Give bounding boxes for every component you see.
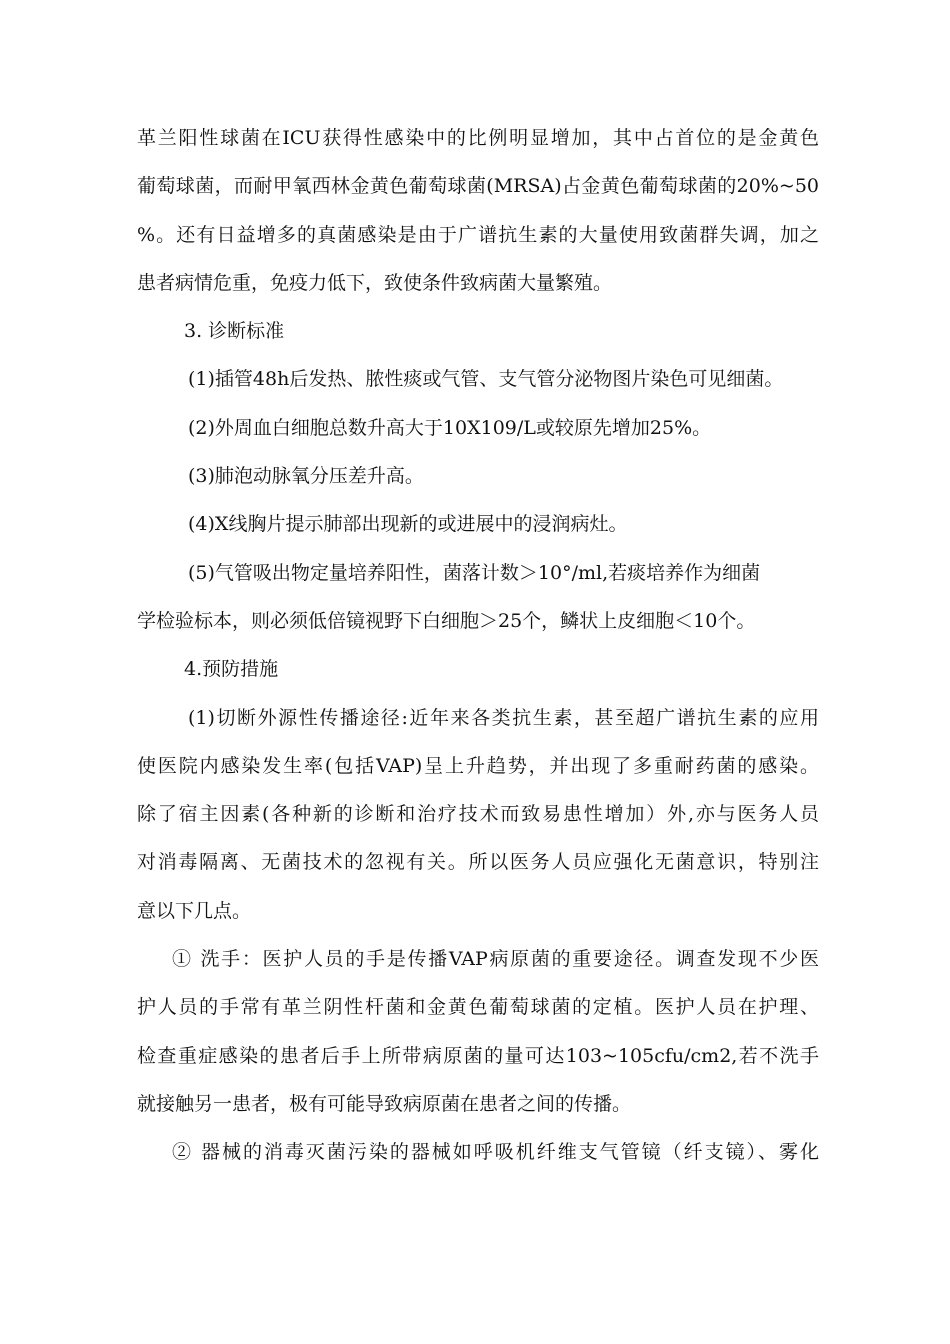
paragraph-handwashing bbox=[137, 943, 819, 1136]
paragraph-line: (5)气管吸出物定量培养阳性，菌落计数＞10°/ml,若痰培养作为细菌 bbox=[188, 561, 761, 584]
criterion-item: (2)外周血白细胞总数升高大于10X109/L或较原先增加25%。 bbox=[188, 416, 712, 439]
section-heading-prevention: 4.预防措施 bbox=[184, 658, 279, 681]
paragraph-line: (1)切断外源性传播途径:近年来各类抗生素，甚至超广谱抗生素的应用 bbox=[188, 706, 819, 729]
paragraph-line: 患者病情危重，免疫力低下，致使条件致病菌大量繁殖。 bbox=[137, 271, 613, 294]
criterion-item: (3)肺泡动脉氧分压差升高。 bbox=[188, 465, 424, 488]
paragraph-line: ② 器械的消毒灭菌污染的器械如呼吸机纤维支气管镜（纤支镜）、雾化 bbox=[172, 1141, 819, 1164]
criteria-list bbox=[137, 363, 819, 556]
criterion-item: (4)X线胸片提示肺部出现新的或进展中的浸润病灶。 bbox=[188, 513, 628, 536]
section-heading-diagnosis: 3. 诊断标准 bbox=[184, 320, 285, 343]
paragraph-line: %。还有日益增多的真菌感染是由于广谱抗生素的大量使用致菌群失调，加之 bbox=[137, 223, 819, 246]
criterion-item: (1)插管48h后发热、脓性痰或气管、支气管分泌物图片染色可见细菌。 bbox=[188, 368, 784, 391]
paragraph-line: 葡萄球菌，而耐甲氧西林金黄色葡萄球菌(MRSA)占金黄色葡萄球菌的20%~50 bbox=[137, 175, 819, 198]
paragraph-prevention-1 bbox=[137, 702, 819, 943]
paragraph-line: 就接触另一患者，极有可能导致病原菌在患者之间的传播。 bbox=[137, 1092, 632, 1115]
criterion-item-5 bbox=[137, 557, 819, 654]
paragraph-line: 革兰阳性球菌在ICU获得性感染中的比例明显增加，其中占首位的是金黄色 bbox=[137, 127, 819, 149]
paragraph-equipment bbox=[137, 1136, 819, 1184]
paragraph-line: 护人员的手常有革兰阴性杆菌和金黄色葡萄球菌的定植。医护人员在护理、 bbox=[137, 996, 819, 1019]
document-body bbox=[137, 122, 819, 1185]
paragraph-line: 意以下几点。 bbox=[137, 899, 252, 922]
paragraph-line: ① 洗手：医护人员的手是传播VAP病原菌的重要途径。调查发现不少医 bbox=[172, 948, 819, 971]
paragraph-line: 检查重症感染的患者后手上所带病原菌的量可达103~105cfu/cm2,若不洗手 bbox=[137, 1044, 819, 1067]
paragraph-intro bbox=[137, 122, 819, 315]
paragraph-line: 使医院内感染发生率(包括VAP)呈上升趋势，并出现了多重耐药菌的感染。 bbox=[137, 754, 819, 777]
paragraph-line: 学检验标本，则必须低倍镜视野下白细胞＞25个，鳞状上皮细胞＜10个。 bbox=[137, 609, 756, 632]
paragraph-line: 对消毒隔离、无菌技术的忽视有关。所以医务人员应强化无菌意识，特别注 bbox=[137, 851, 819, 874]
paragraph-line: 除了宿主因素(各种新的诊断和治疗技术而致易患性增加）外,亦与医务人员 bbox=[137, 803, 819, 826]
